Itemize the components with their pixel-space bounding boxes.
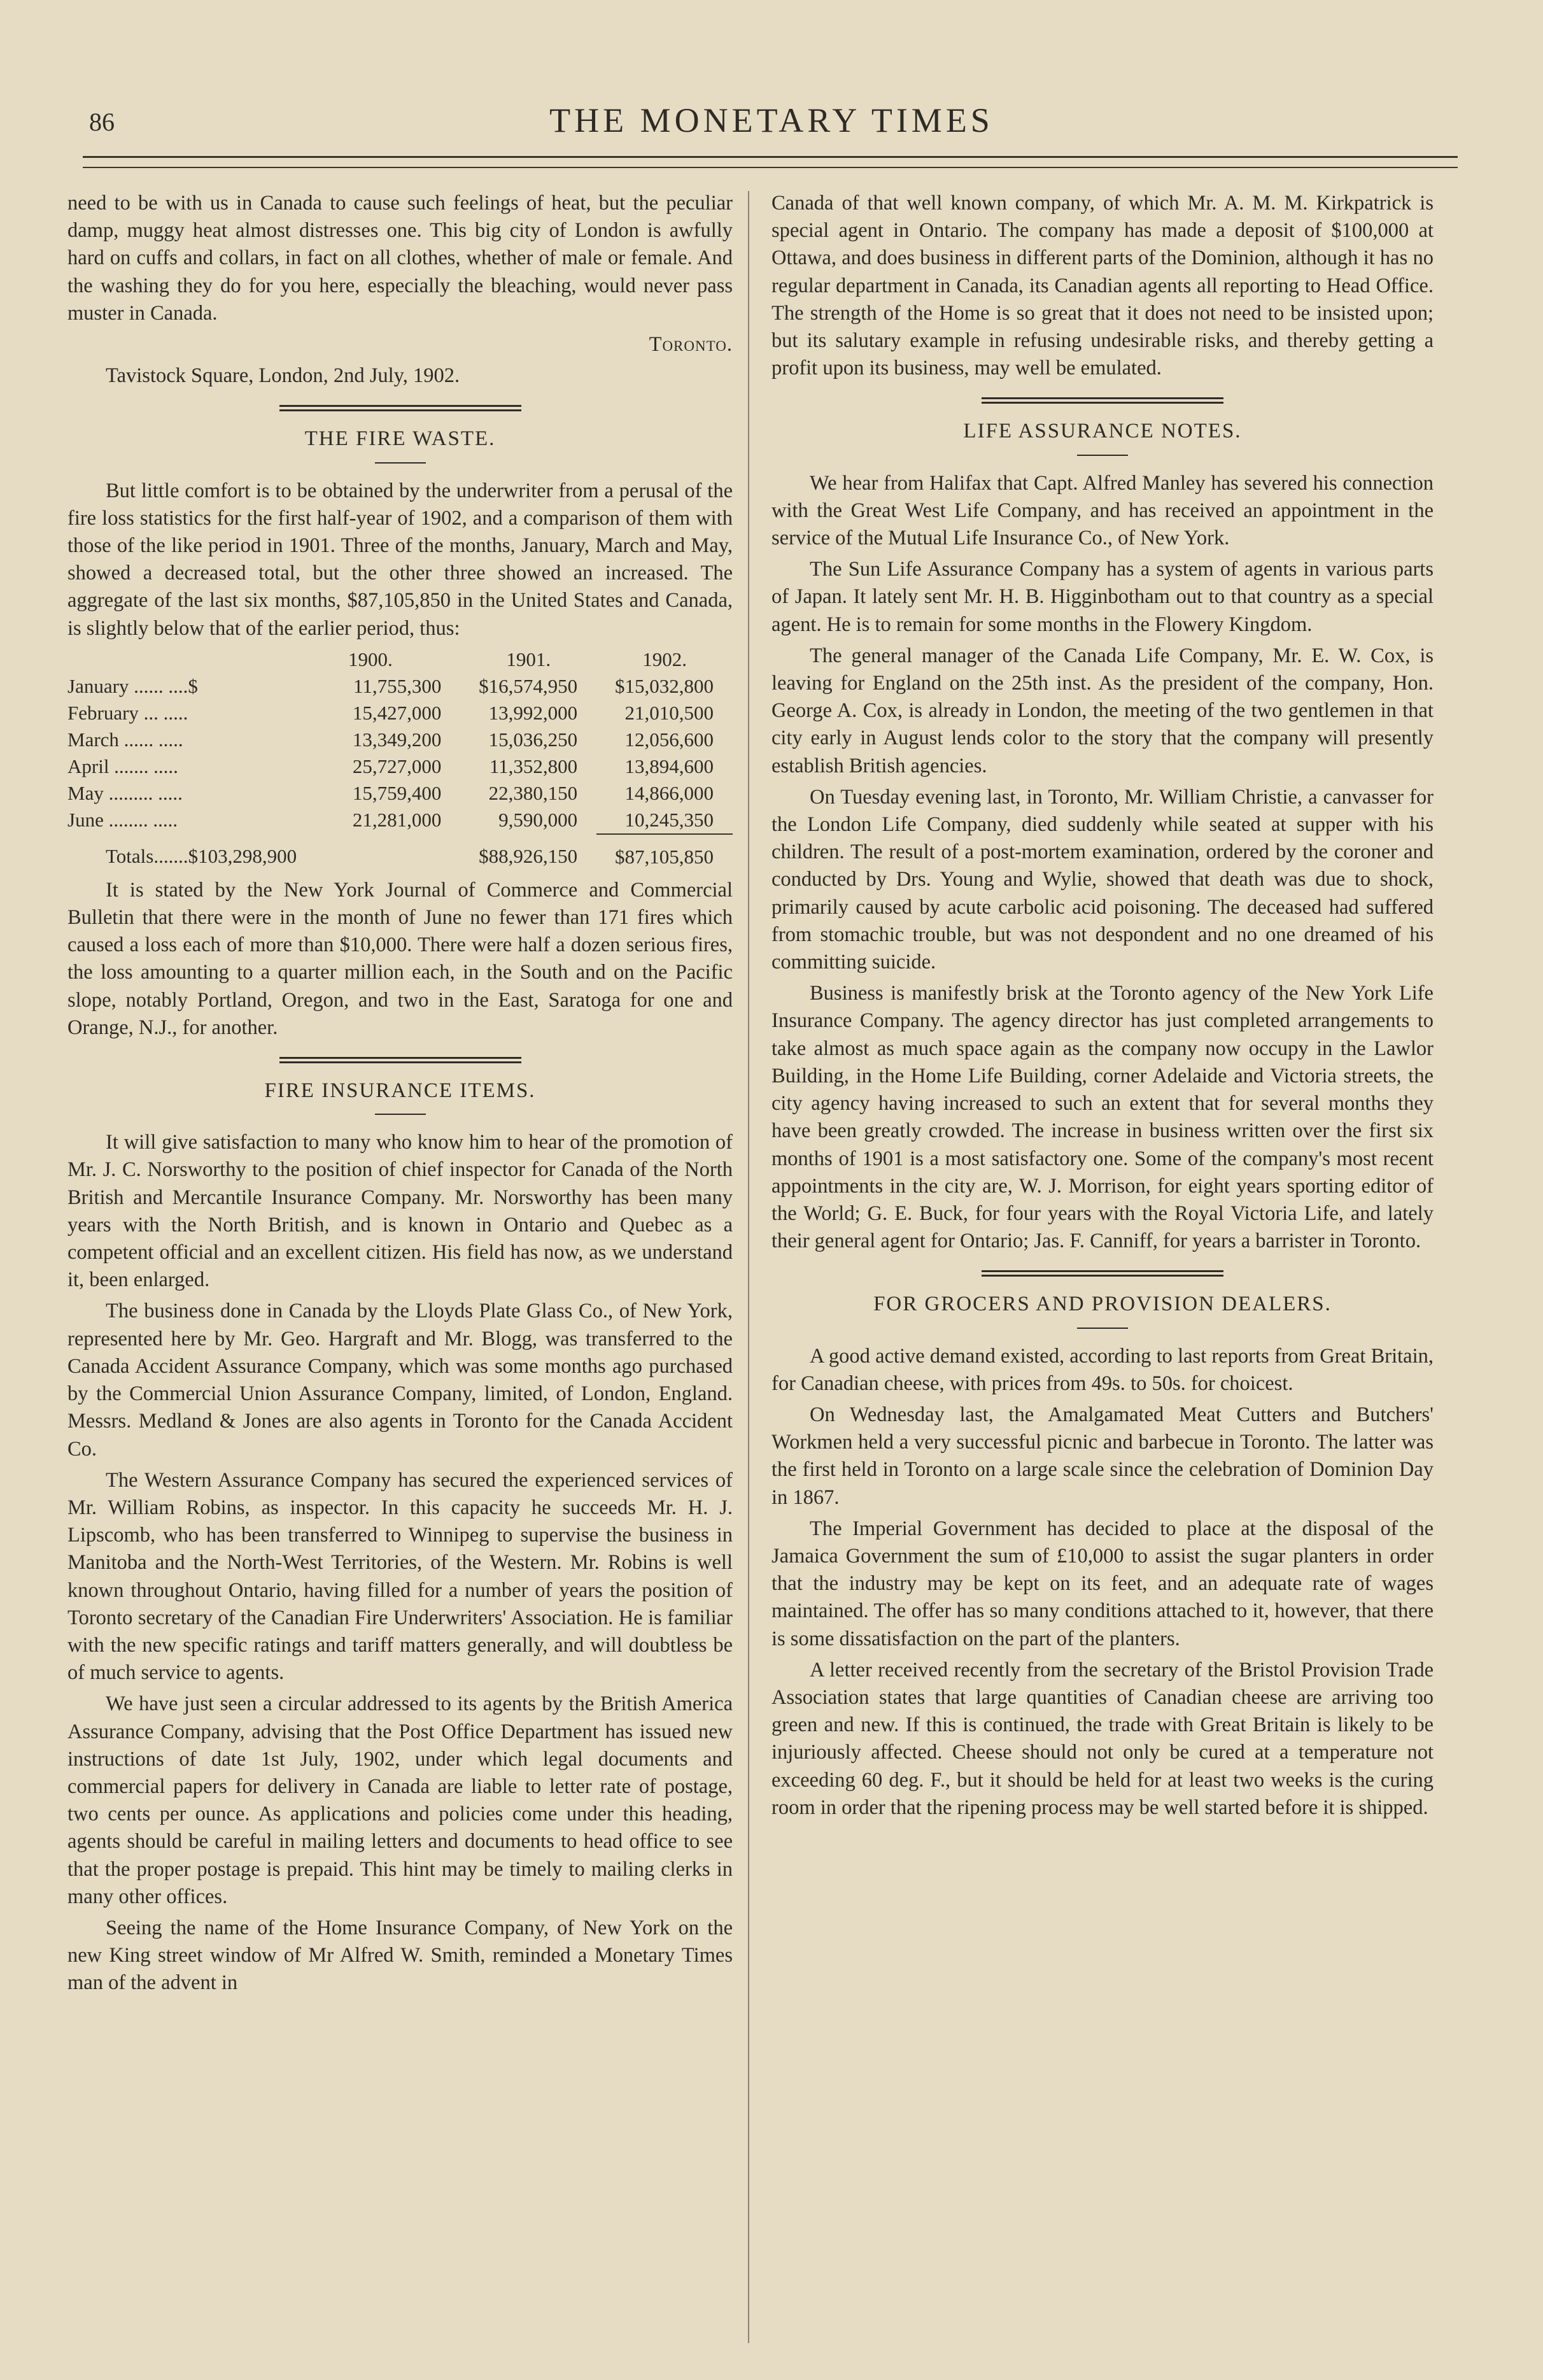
value-cell: 13,992,000: [488, 701, 578, 724]
table-row: [67, 726, 733, 753]
year-header: 1902.: [642, 648, 687, 670]
life-assurance-paragraph: Business is manifestly brisk at the Toronto agency of the New York Life Insurance Company. The agency director has just completed arrangements to take almost as much space again as the company now occupy in the Lawlor Building, in the Home Life Building, corner Adelaide and Victoria streets, the city agency having increased to such an extent that for several months they have been greatly crowded. The increase in business written over the first six months of 1901 is a most satisfactory one. Some of the company's most recent appointments in the city are, W. J. Morrison, for eight years sporting editor of the World; G. E. Buck, for four years with the Royal Victoria Life, and lately their general agent for Ontario; Jas. F. Canniff, for years a barrister in Toronto.: [772, 982, 1434, 1253]
heading-rule: [375, 462, 426, 464]
value-cell: 21,281,000: [352, 809, 442, 832]
grocers-paragraph: A good active demand existed, according to last reports from Great Britain, for Canadian cheese, with prices from 49s. to 50s. for choicest.: [772, 1344, 1434, 1395]
life-assurance-paragraph: On Tuesday evening last, in Toronto, Mr. William Christie, a canvasser for the London Life Company, died suddenly while seated at supper with his children. The result of a post-mortem examination, ordered by the coroner and conducted by Drs. Young and Wylie, showed that death was due to shock, primarily caused by acute carbolic acid poisoning. The deceased had suffered from stomachic trouble, but was not despondent and no one dreamed of his committing suicide.: [772, 785, 1434, 974]
page-number: 86: [89, 108, 115, 136]
section-divider: [279, 405, 521, 411]
value-cell: $16,574,950: [479, 674, 578, 697]
continued-paragraph: Canada of that well known company, of which Mr. A. M. M. Kirkpatrick is special agent in Ontario. The company has made a deposit of $100,000 at Ottawa, and does business in different parts of the Dominion, although it has no regular department in Canada, its Canadian agents all reporting to Head Office. The strength of the Home is so great that it does not need to be insisted upon; but its salutary example in refusing undesirable risks, and thereby getting a profit upon its business, may well be emulated.: [772, 192, 1434, 380]
section-divider: [279, 1057, 521, 1063]
table-total-row: [67, 834, 733, 870]
total-cell: $87,105,850: [596, 834, 733, 870]
header-rule-bottom: [83, 167, 1458, 168]
column-divider: [748, 191, 749, 2343]
fire-waste-paragraph: But little comfort is to be obtained by the underwriter from a perusal of the fire loss statistics for the first half-year of 1902, and a comparison of them with those of the like period in 1901. Three of the months, January, March and May, showed a decreased total, but the other three showed an increased. The aggregate of the last six months, $87,105,850 in the United States and Canada, is slightly below that of the earlier period, thus:: [67, 479, 733, 640]
month-cell: January ...... ....$: [67, 674, 198, 697]
header-rule-top: [83, 156, 1458, 158]
fire-insurance-paragraph: Seeing the name of the Home Insurance Company, of New York on the new King street window of Mr Alfred W. Smith, reminded a Monetary Times man of the advent in: [67, 1916, 733, 1995]
value-cell: 10,245,350: [624, 808, 714, 831]
fire-insurance-heading: FIRE INSURANCE ITEMS.: [264, 1079, 536, 1103]
value-cell: 22,380,150: [488, 781, 578, 804]
fire-loss-table: [67, 646, 733, 870]
letter-signature: Toronto.: [649, 333, 733, 357]
value-cell: $15,032,800: [615, 674, 714, 697]
value-cell: 14,866,000: [624, 781, 714, 804]
section-divider: [982, 397, 1223, 404]
year-header: 1900.: [348, 648, 393, 670]
letter-signature-line: [67, 331, 733, 358]
table-row: [67, 753, 733, 780]
total-cell: $88,926,150: [479, 845, 578, 868]
grocers-paragraph: A letter received recently from the secretary of the Bristol Provision Trade Association states that large quantities of Canadian cheese are arriving too green and new. If this is continued, the trade with Great Britain is likely to be injuriously affected. Cheese should not only be cured at a temperature not exceeding 60 deg. F., but it should be held for at least two weeks is the curing room in order that the ripening process may be well started before it is shipped.: [772, 1658, 1434, 1819]
month-cell: March ...... .....: [67, 728, 183, 751]
fire-waste-heading: THE FIRE WASTE.: [304, 427, 496, 451]
left-column: [67, 190, 733, 2001]
life-assurance-heading: LIFE ASSURANCE NOTES.: [963, 420, 1242, 443]
value-cell: 13,894,600: [624, 754, 714, 777]
value-cell: 15,427,000: [352, 701, 442, 724]
total-label: Totals.......$103,298,900: [106, 845, 297, 868]
grocers-heading: FOR GROCERS AND PROVISION DEALERS.: [873, 1293, 1332, 1316]
value-cell: 21,010,500: [624, 701, 714, 724]
life-assurance-paragraph: The general manager of the Canada Life Company, Mr. E. W. Cox, is leaving for England on the 25th inst. As the president of the company, Hon. George A. Cox, is already in London, the meeting of the two gentlemen in that city early in August lends color to the story that the company will presently establish British agencies.: [772, 644, 1434, 777]
table-row: [67, 807, 733, 834]
life-assurance-paragraph: We hear from Halifax that Capt. Alfred Manley has severed his connection with the Great West Life Company, and has received an appointment in the service of the Mutual Life Insurance Co., of New York.: [772, 471, 1434, 550]
value-cell: 15,036,250: [488, 728, 578, 751]
heading-rule: [1077, 455, 1128, 456]
year-header: 1901.: [506, 648, 551, 670]
table-row: [67, 673, 733, 700]
section-divider: [982, 1270, 1223, 1277]
value-cell: 25,727,000: [352, 754, 442, 777]
value-cell: 9,590,000: [498, 809, 578, 832]
life-assurance-paragraph: The Sun Life Assurance Company has a system of agents in various parts of Japan. It lately sent Mr. H. B. Higginbotham out to that country as a special agent. He is to remain for some months in the Flowery Kingdom.: [772, 558, 1434, 636]
month-cell: April ....... .....: [67, 754, 178, 777]
month-cell: June ........ .....: [67, 809, 178, 832]
fire-insurance-paragraph: The business done in Canada by the Lloyds Plate Glass Co., of New York, represented here by Mr. Geo. Hargraft and Mr. Blogg, was transferred to the Canada Accident Assurance Company, which was some months ago purchased by the Commercial Union Assurance Company, limited, of London, England. Messrs. Medland & Jones are also agents in Toronto for the Canada Accident Co.: [67, 1300, 733, 1461]
continued-letter: need to be with us in Canada to cause such feelings of heat, but the peculiar damp, muggy heat almost distresses one. This big city of London is awfully hard on cuffs and collars, in fact on all clothes, whether of male or female. And the washing they do for you here, especially the bleaching, would never pass muster in Canada.: [67, 192, 733, 325]
fire-insurance-paragraph: It will give satisfaction to many who know him to hear of the promotion of Mr. J. C. Norsworthy to the position of chief inspector for Canada of the North British and Mercantile Insurance Company. Mr. Norsworthy has been many years with the North British, and is known in Ontario and Quebec as a competent official and an excellent citizen. His field has now, as we understand it, been enlarged.: [67, 1131, 733, 1292]
value-cell: 11,755,300: [353, 674, 442, 697]
heading-rule: [1077, 1328, 1128, 1329]
table-header-row: [67, 646, 733, 673]
masthead: THE MONETARY TIMES: [549, 101, 994, 139]
table-row: [67, 780, 733, 807]
fire-insurance-paragraph: The Western Assurance Company has secured the experienced services of Mr. William Robins, as inspector. In this capacity he succeeds Mr. H. J. Lipscomb, who has been transferred to Winnipeg to supervise the business in Manitoba and the North-West Territories, of the Western. Mr. Robins is well known throughout Ontario, having filled for a number of years the position of Toronto secretary of the Canadian Fire Underwriters' Association. He is familiar with the new specific ratings and tariff matters generally, and will doubtless be of much service to agents.: [67, 1468, 733, 1685]
grocers-paragraph: On Wednesday last, the Amalgamated Meat Cutters and Butchers' Workmen held a very successful picnic and barbecue in Toronto. The latter was the first held in Toronto on a large scale since the celebration of Dominion Day in 1867.: [772, 1403, 1434, 1509]
value-cell: 13,349,200: [352, 728, 442, 751]
page-header: [0, 96, 1543, 146]
value-cell: 12,056,600: [624, 728, 714, 751]
fire-waste-paragraph: It is stated by the New York Journal of Commerce and Commercial Bulletin that there were in the month of June no fewer than 171 fires which caused a loss each of more than $10,000. There were half a dozen serious fires, the loss amounting to a quarter million each, in the South and on the Pacific slope, notably Portland, Oregon, and two in the East, Saratoga for one and Orange, N.J., for another.: [67, 878, 733, 1039]
value-cell: 15,759,400: [352, 781, 442, 804]
fire-insurance-paragraph: We have just seen a circular addressed to its agents by the British America Assurance Company, advising that the Post Office Department has issued new instructions of date 1st July, 1902, under which legal documents and commercial papers for delivery in Canada are liable to letter rate of postage, two cents per ounce. As applications and policies come under this heading, agents should be careful in mailing letters and documents to head office to see that the proper postage is prepaid. This hint may be timely to mailing clerks in many other offices.: [67, 1692, 733, 1908]
table-row: [67, 700, 733, 726]
letter-dateline: Tavistock Square, London, 2nd July, 1902.: [106, 364, 460, 388]
month-cell: February ... .....: [67, 701, 188, 724]
heading-rule: [375, 1114, 426, 1115]
grocers-paragraph: The Imperial Government has decided to place at the disposal of the Jamaica Government the sum of £10,000 to assist the sugar planters in order that the industry may be kept on its feet, and an adequate rate of wages maintained. The offer has so many conditions attached to it, however, that there is some dissatisfaction on the part of the planters.: [772, 1517, 1434, 1650]
month-cell: May ......... .....: [67, 781, 183, 804]
value-cell: 11,352,800: [489, 754, 578, 777]
right-column: [772, 190, 1434, 1825]
